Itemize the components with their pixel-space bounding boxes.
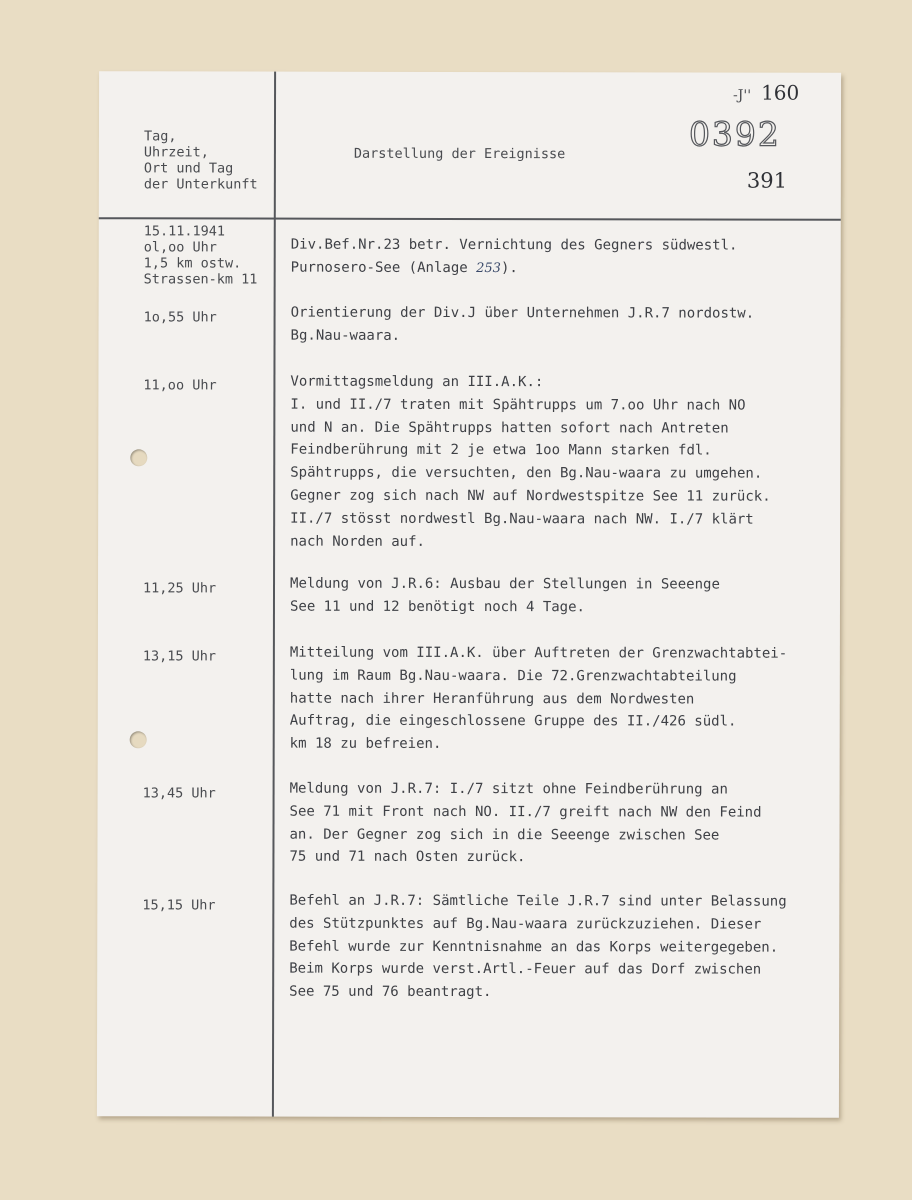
top-reference (733, 81, 799, 105)
entry-time: 15,15 Uhr (142, 897, 216, 914)
page-number: 391 (746, 168, 787, 193)
document-page (97, 71, 841, 1118)
entry-time: 1o,55 Uhr (143, 309, 217, 326)
top-number: 160 (761, 80, 800, 105)
entry-text: Meldung von J.R.6: Ausbau der Stellungen in Seeenge See 11 und 12 benötigt noch 4 Tage. (289, 575, 720, 616)
entry-text: Div.Bef.Nr.23 betr. Vernichtung des Gegners südwestl. Purnosero-See (Anlage 253). (290, 236, 738, 276)
entry-time: 11,25 Uhr (142, 580, 217, 597)
punch-hole (130, 449, 147, 466)
handwritten-annex-number: 253 (476, 260, 501, 276)
entry-time: 15.11.1941 ol,oo Uhr 1,5 km ostw. Strassen-km 11 (143, 223, 258, 288)
entry-text: Befehl an J.R.7: Sämtliche Teile J.R.7 sind unter Belassung des Stützpunktes auf Bg.Nau-waara zurückzuziehen. Dieser Befehl wurde zur Kenntnisnahme an das Korps weitergegeben. Beim Korps wurde verst.Artl.-Feuer auf das Dorf zwischen See 75 und 76 beantragt. (289, 892, 787, 1001)
entry-time: 11,oo Uhr (143, 377, 217, 394)
entry-text: Orientierung der Div.J über Unternehmen J.R.7 nordostw. Bg.Nau-waara. (290, 304, 755, 344)
entry-text: Vormittagsmeldung an III.A.K.: I. und II./7 traten mit Spähtrupps um 7.oo Uhr nach NO und N an. Die Spähtrupps hatten sofort nach Antreten Feindberührung mit 2 je etwa 1oo Mann starken fdl. Spähtrupps, die versuchten, den Bg.Nau-waara zu umgehen. Gegner zog sich nach NW auf Nordwestspitze See 11 zurück. II./7 stösst nordwestl Bg.Nau-waara nach NW. I./7 klärt nach Norden auf. (290, 373, 771, 550)
header-left-label: Tag, Uhrzeit, Ort und Tag der Unterkunft (143, 128, 258, 193)
header-title: Darstellung der Ereignisse (353, 145, 566, 163)
entry-text: Meldung von J.R.7: I./7 sitzt ohne Feindberührung an See 71 mit Front nach NO. II./7 greift nach NW den Feind an. Der Gegner zog sich in die Seeenge zwischen See 75 und 71 nach Osten zurück. (289, 780, 762, 866)
top-mark: -J'' (733, 87, 752, 104)
punch-hole (130, 731, 147, 748)
entry-time: 13,15 Uhr (142, 648, 217, 665)
header-divider (99, 217, 841, 221)
stamp-number: 0392 (688, 114, 781, 154)
entry-time: 13,45 Uhr (142, 785, 216, 802)
column-divider (272, 72, 276, 1117)
entry-text: Mitteilung vom III.A.K. über Auftreten der Grenzwachtabtei- lung im Raum Bg.Nau-waara. Die 72.Grenzwachtabteilung hatte nach ihrer Heranführung aus dem Nordwesten Auftrag, die eingeschlossene Gruppe des II./426 südl. km 18 zu befreien. (289, 644, 788, 753)
